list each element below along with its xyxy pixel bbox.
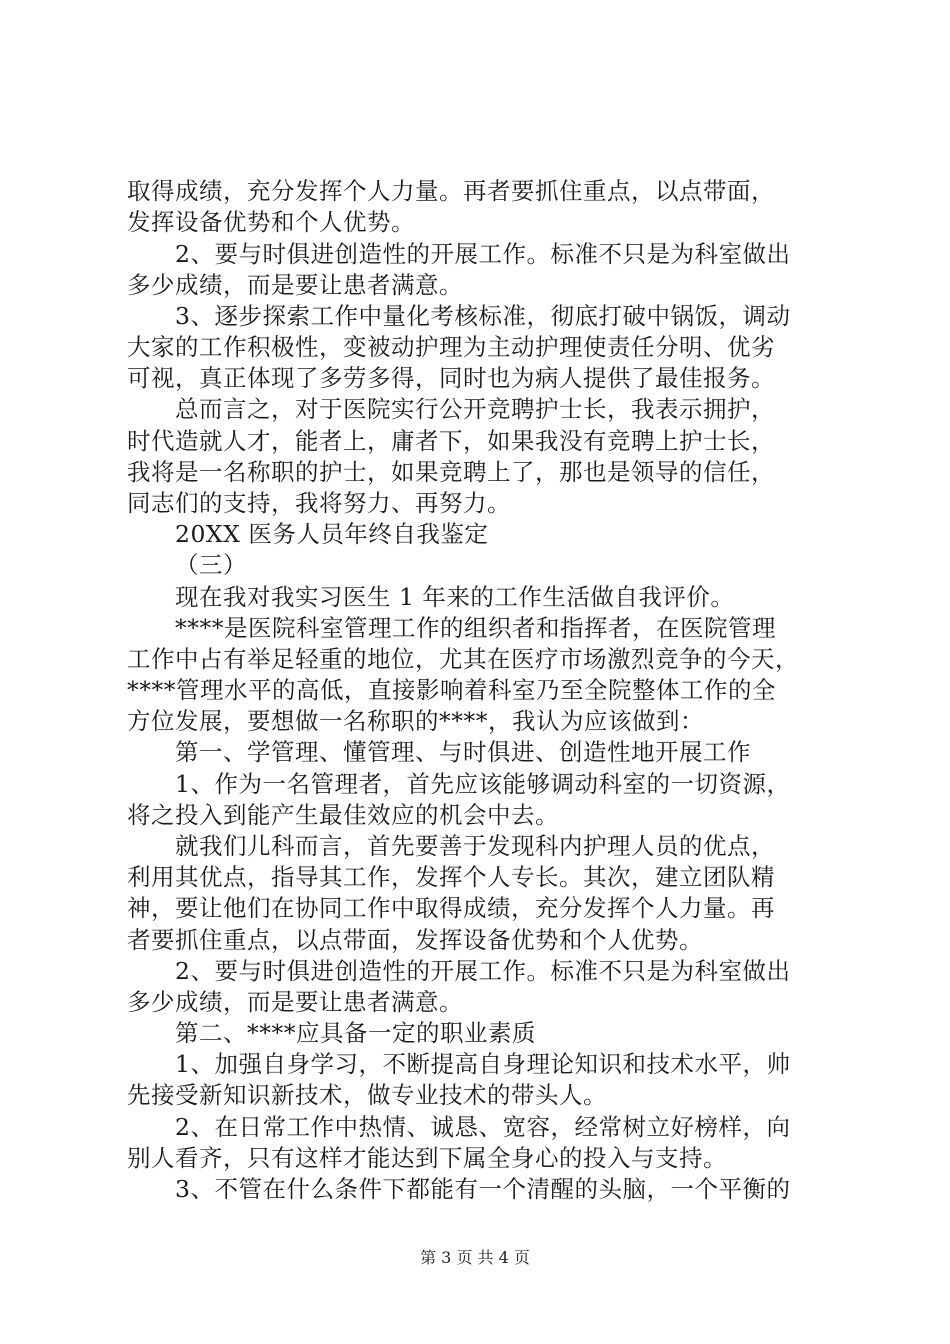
text-line: 可视，真正体现了多劳多得，同时也为病人提供了最佳报务。: [127, 364, 775, 392]
page-footer: 第 3 页 共 4 页: [420, 1248, 530, 1267]
text-line: 利用其优点，指导其工作，发挥个人专长。其次，建立团队精: [127, 863, 775, 891]
text-line: 发挥设备优势和个人优势。: [127, 208, 415, 236]
text-line: 2、在日常工作中热情、诚恳、宽容，经常树立好榜样，向: [175, 1113, 791, 1141]
text-line: 就我们儿科而言，首先要善于发现科内护理人员的优点，: [175, 832, 775, 860]
text-line: 取得成绩，充分发挥个人力量。再者要抓住重点，以点带面，: [127, 177, 775, 205]
text-line: 先接受新知识新技术，做专业技术的带头人。: [127, 1081, 607, 1109]
text-line: ****是医院科室管理工作的组织者和指挥者，在医院管理: [175, 614, 776, 642]
section-heading: 第二、****应具备一定的职业素质: [175, 1019, 536, 1047]
text-line: 将之投入到能产生最佳效应的机会中去。: [127, 801, 559, 829]
text-line: 1、加强自身学习，不断提高自身理论知识和技术水平，帅: [175, 1050, 791, 1078]
text-line: 别人看齐，只有这样才能达到下属全身心的投入与支持。: [127, 1144, 727, 1172]
text-line: 大家的工作积极性，变被动护理为主动护理使责任分明、优劣: [127, 333, 775, 361]
section-subheading: （三）: [175, 551, 247, 579]
text-line: 3、不管在什么条件下都能有一个清醒的头脑，一个平衡的: [175, 1175, 791, 1203]
text-line: 方位发展，要想做一名称职的****，我认为应该做到：: [127, 707, 704, 735]
text-line: 3、逐步探索工作中量化考核标准，彻底打破中锅饭，调动: [175, 302, 791, 330]
section-heading: 20XX 医务人员年终自我鉴定: [175, 520, 489, 548]
text-line: ****管理水平的高低，直接影响着科室乃至全院整体工作的全: [127, 676, 776, 704]
text-line: 我将是一名称职的护士，如果竞聘上了，那也是领导的信任，: [127, 458, 775, 486]
section-heading: 第一、学管理、懂管理、与时俱进、创造性地开展工作: [175, 738, 751, 766]
text-line: 多少成绩，而是要让患者满意。: [127, 271, 463, 299]
text-line: 工作中占有举足轻重的地位，尤其在医疗市场激烈竞争的今天，: [127, 645, 799, 673]
text-line: 同志们的支持，我将努力、再努力。: [127, 489, 511, 517]
text-line: 总而言之，对于医院实行公开竞聘护士长，我表示拥护，: [175, 395, 775, 423]
text-line: 现在我对我实习医生 1 年来的工作生活做自我评价。: [175, 583, 735, 611]
text-line: 1、作为一名管理者，首先应该能够调动科室的一切资源，: [175, 770, 791, 798]
text-line: 神，要让他们在协同工作中取得成绩，充分发挥个人力量。再: [127, 894, 775, 922]
text-line: 2、要与时俱进创造性的开展工作。标准不只是为科室做出: [175, 240, 791, 268]
text-line: 多少成绩，而是要让患者满意。: [127, 988, 463, 1016]
text-line: 者要抓住重点，以点带面，发挥设备优势和个人优势。: [127, 926, 703, 954]
text-line: 时代造就人才，能者上，庸者下，如果我没有竞聘上护士长，: [127, 427, 775, 455]
text-line: 2、要与时俱进创造性的开展工作。标准不只是为科室做出: [175, 957, 791, 985]
